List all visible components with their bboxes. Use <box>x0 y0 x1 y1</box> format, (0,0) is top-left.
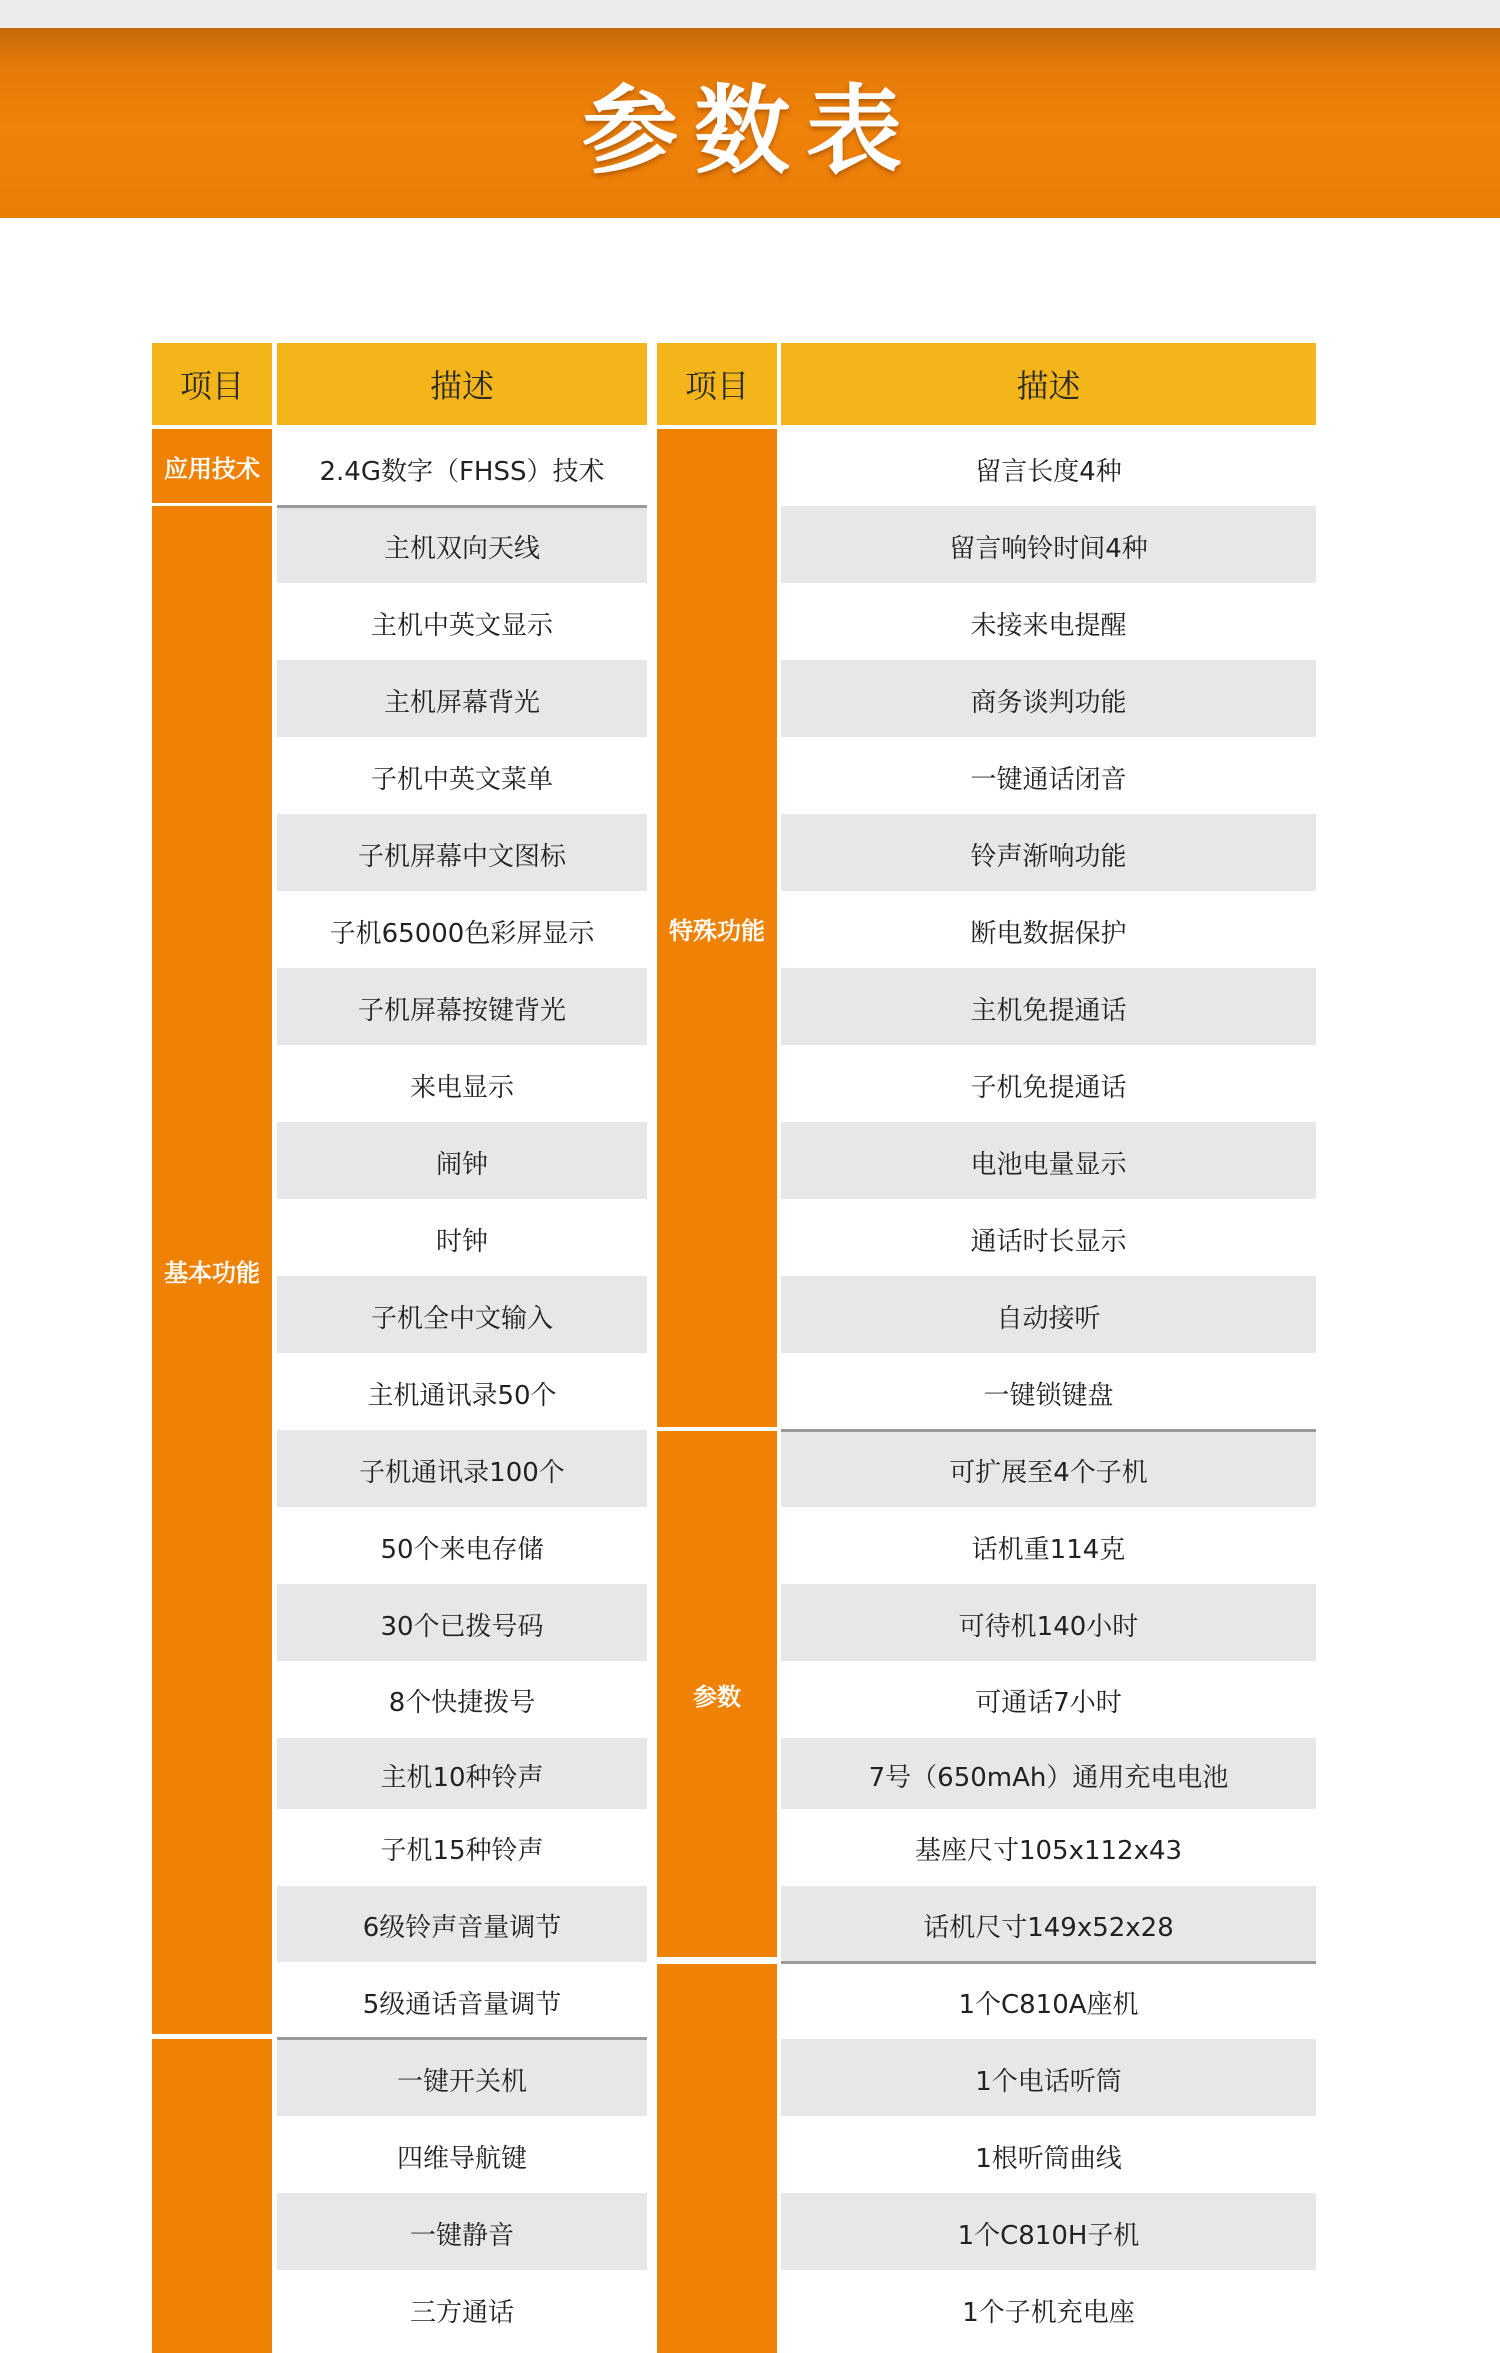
right-spec-cell: 主机免提通话 <box>781 968 1316 1048</box>
right-spec-cell: 自动接听 <box>781 1276 1316 1356</box>
left-spec-cell: 主机10种铃声 <box>277 1738 647 1812</box>
title-banner <box>0 28 1500 218</box>
right-spec-cell: 话机尺寸149x52x28 <box>781 1886 1316 1965</box>
left-spec-cell: 子机65000色彩屏显示 <box>277 891 647 971</box>
left-spec-cell: 5级通话音量调节 <box>277 1962 647 2042</box>
page-title: 参数表 <box>582 74 918 187</box>
header-desc-left: 描述 <box>277 343 647 425</box>
right-spec-cell: 1个电话听筒 <box>781 2039 1316 2119</box>
right-spec-cell: 子机免提通话 <box>781 1045 1316 1125</box>
left-spec-cell: 子机屏幕中文图标 <box>277 814 647 894</box>
category-parameters: 参数 <box>657 1431 777 1957</box>
left-spec-cell: 时钟 <box>277 1199 647 1279</box>
left-spec-cell: 主机双向天线 <box>277 506 647 586</box>
category-application-tech: 应用技术 <box>152 429 272 503</box>
left-spec-cell: 主机中英文显示 <box>277 583 647 663</box>
right-spec-cell: 可待机140小时 <box>781 1584 1316 1664</box>
right-spec-cell: 电池电量显示 <box>781 1122 1316 1202</box>
right-spec-cell: 通话时长显示 <box>781 1199 1316 1279</box>
left-spec-cell: 30个已拨号码 <box>277 1584 647 1664</box>
header-desc-right: 描述 <box>781 343 1316 425</box>
left-spec-cell: 三方通话 <box>277 2270 647 2350</box>
left-spec-cell: 8个快捷拨号 <box>277 1661 647 1740</box>
right-spec-cell: 1个子机充电座 <box>781 2270 1316 2350</box>
group-divider-left-1 <box>277 505 647 508</box>
group-divider-left-2 <box>277 2037 647 2040</box>
left-spec-cell: 一键开关机 <box>277 2039 647 2119</box>
left-spec-cell: 四维导航键 <box>277 2116 647 2196</box>
category-special-functions: 特殊功能 <box>657 429 777 1427</box>
header-item-left: 项目 <box>152 343 272 425</box>
left-spec-cell: 闹钟 <box>277 1122 647 1202</box>
right-spec-cell: 7号（650mAh）通用充电电池 <box>781 1738 1316 1812</box>
left-spec-cell: 子机全中文输入 <box>277 1276 647 1356</box>
right-spec-cell: 一键锁键盘 <box>781 1353 1316 1433</box>
left-spec-cell: 子机通讯录100个 <box>277 1430 647 1510</box>
left-spec-cell: 子机中英文菜单 <box>277 737 647 817</box>
group-divider-right-1 <box>781 1429 1316 1432</box>
category-package-contents <box>657 1964 777 2353</box>
left-spec-cell: 50个来电存储 <box>277 1507 647 1587</box>
left-spec-cell: 子机15种铃声 <box>277 1809 647 1888</box>
right-spec-cell: 留言长度4种 <box>781 429 1316 509</box>
left-spec-cell: 一键静音 <box>277 2193 647 2273</box>
right-spec-cell: 话机重114克 <box>781 1507 1316 1587</box>
top-strip <box>0 0 1500 28</box>
left-spec-cell: 主机通讯录50个 <box>277 1353 647 1433</box>
right-spec-cell: 1个C810A座机 <box>781 1962 1316 2042</box>
left-spec-cell: 主机屏幕背光 <box>277 660 647 740</box>
group-divider-right-2 <box>781 1961 1316 1964</box>
category-left-continued <box>152 2039 272 2353</box>
right-spec-cell: 一键通话闭音 <box>781 737 1316 817</box>
right-spec-cell: 1根听筒曲线 <box>781 2116 1316 2196</box>
right-spec-cell: 断电数据保护 <box>781 891 1316 971</box>
left-spec-cell: 来电显示 <box>277 1045 647 1125</box>
left-spec-cell: 6级铃声音量调节 <box>277 1886 647 1965</box>
right-spec-cell: 商务谈判功能 <box>781 660 1316 740</box>
right-spec-cell: 铃声渐响功能 <box>781 814 1316 894</box>
right-spec-cell: 1个C810H子机 <box>781 2193 1316 2273</box>
left-spec-cell: 2.4G数字（FHSS）技术 <box>277 429 647 509</box>
right-spec-cell: 基座尺寸105x112x43 <box>781 1809 1316 1888</box>
category-basic-functions: 基本功能 <box>152 506 272 2034</box>
right-spec-cell: 留言响铃时间4种 <box>781 506 1316 586</box>
right-spec-cell: 可通话7小时 <box>781 1661 1316 1740</box>
header-item-right: 项目 <box>657 343 777 425</box>
right-spec-cell: 可扩展至4个子机 <box>781 1430 1316 1510</box>
left-spec-cell: 子机屏幕按键背光 <box>277 968 647 1048</box>
right-spec-cell: 未接来电提醒 <box>781 583 1316 663</box>
